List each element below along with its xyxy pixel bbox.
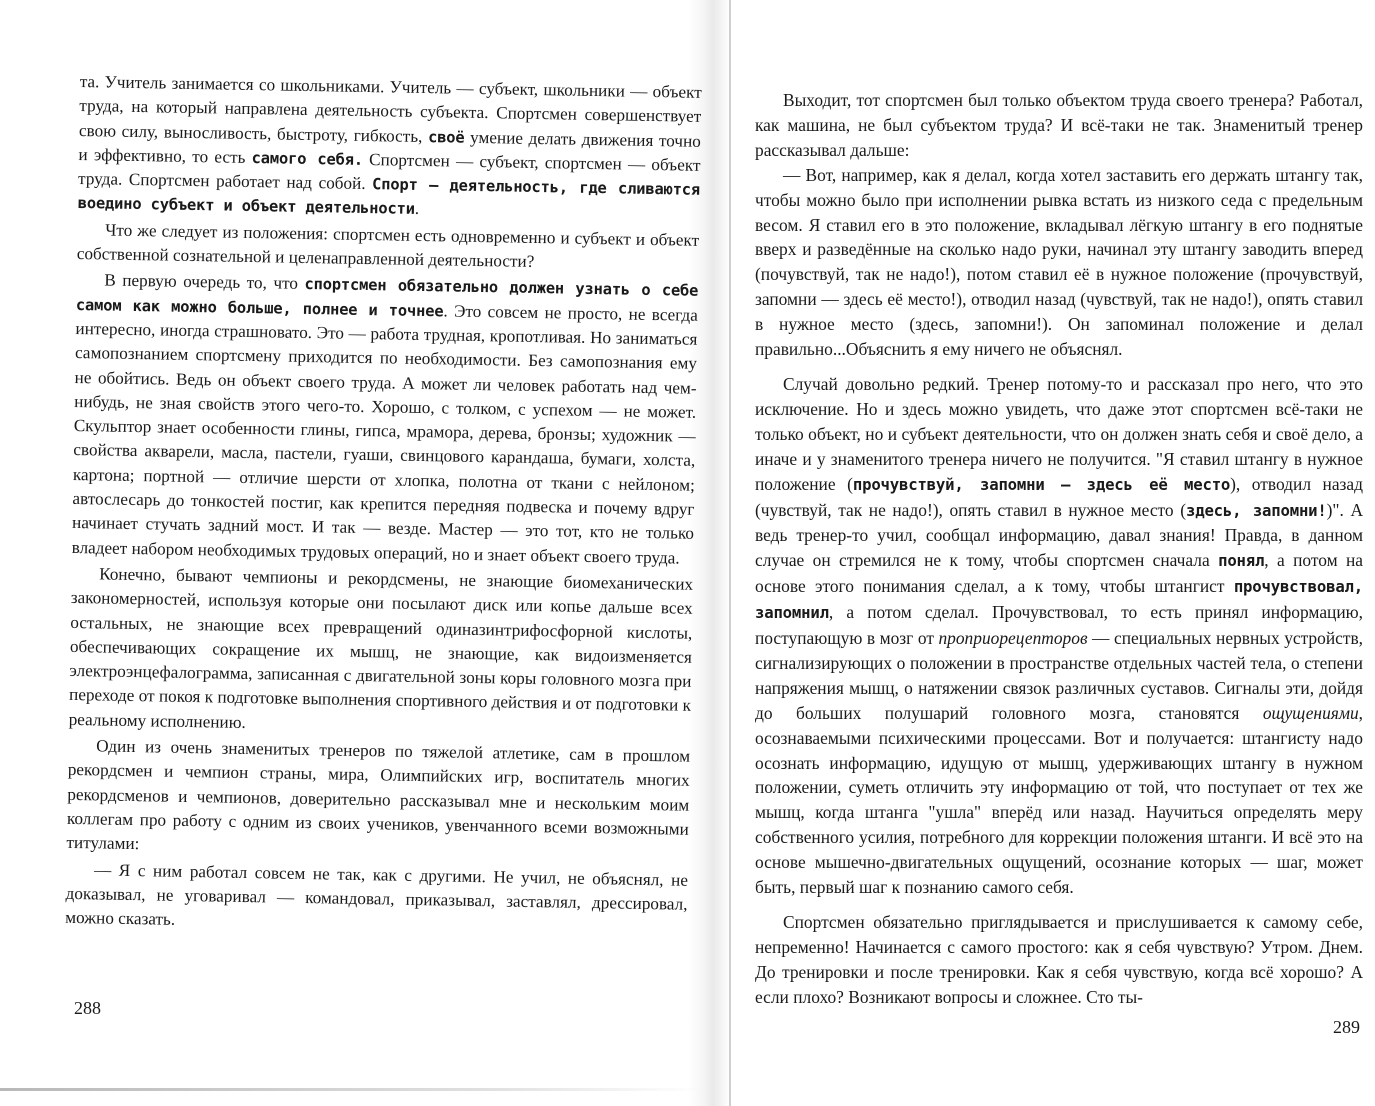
right-paragraph-3: Случай довольно редкий. Тренер потому-то и рассказал про него, что это исключение. Но и здесь можно увидеть, что даже этот спортсмен всё-таки не только объект, но и субъект деятельности, что он должен знать себя и своё дело, а иначе и у знаменитого тренера ничего не получится. "Я ставил штангу в нужное положение (прочувствуй, запомни — здесь её место), отводил назад (чувствуй, так не надо!), опять ставил в нужное место (здесь, запомни!)". А ведь тренер-то учил, сообщал информацию, давал знания! Правда, в данном случае он стремился не к тому, чтобы спортсмен сначала понял, а потом на основе этого понимания сделал, а к тому, чтобы штангист прочувствовал, запомнил, а потом сделал. Прочувствовал, то есть принял информацию, поступающую в мозг от проприорецепторов — специальных нервных устройств, сигнализирующих о положении в пространстве отдельных частей тела, о степени напряжения мышц, о натяжении связок различных суставов. Сигналы эти, дойдя до больших полушарий головного мозга, становятся ощущениями, осознаваемыми психическими процессами. Вот и получается: штангисту надо осознать информацию, идущую от мышц, удерживающих штангу в нужном положении, суметь отличить эту информацию от той, что поступает от тех же мышц, когда штанга "ушла" вперёд или назад. Научиться определять меру собственного усилия, потребного для коррекции положения штанги. И всё это на основе мышечно-двигательных ощущений, осознание которых — шаг, может быть, первый шаг к познанию самого себя. xyxy=(755,373,1364,898)
right-page-text xyxy=(755,88,1363,1010)
left-paragraph-3: В первую очередь то, что спортсмен обязательно должен узнать о себе самом как можно больше, полнее и точнее. Это совсем не просто, не всегда интересно, иногда страшновато. Это — работа трудная, кропотливая. Но заниматься самопознанием спортсмену приходится по необходимости. Без самопознания ему не обойтись. Ведь он объект своего труда. А может ли человек работать над чем-нибудь, не зная свойств этого чего-то. Хорошо, с толком, с успехом — не может. Скульптор знает особенности глины, гипса, мрамора, дерева, бронзы; художник — свойства акварели, масла, пастели, гуаши, свинцового карандаша, бумаги, холста, картона; портной — отличие шерсти от хлопка, полотна от ткани с нейлоном; автослесарь до тонкостей постиг, как крепится передняя подвеска и почему вдруг начинает стучать задний мост. И так — везде. Мастер — это тот, кто не только владеет набором необходимых трудовых операций, но и знает объект своего труда. xyxy=(71,270,699,568)
book-gutter-fold xyxy=(729,0,731,1106)
left-page-number: 288 xyxy=(74,998,101,1018)
right-page-number: 289 xyxy=(1333,1017,1360,1037)
left-paragraph-4: Конечно, бывают чемпионы и рекордсмены, не знающие биомеханических закономерностей, используя которые они посылают диск или копье дальше всех остальных, не знающие всех превращений одиназинтрифосфорной кислоты, обеспечивающих сокращение их мышц, не знающие, как видоизменяется электроэнцефалограмма, записанная с двигательной зоны коры головного мозга при переходе от покоя к подготовке выполнения спортивного действия и от подготовки к реальному исполнению. xyxy=(68,564,694,732)
left-paragraph-5: Один из очень знаменитых тренеров по тяжелой атлетике, сам в прошлом рекордсмен и чемпион страны, мира, Олимпийских игр, воспитатель многих рекордсменов и чемпионов, доверительно рассказывал мне и нескольким моим коллегам про работу с одним из своих учеников, увенчанного всеми возможными титулами: xyxy=(66,736,691,854)
left-paragraph-2: Что же следует из положения: спортсмен есть одновременно и субъект и объект собственной сознательной и целенаправленной деятельности? xyxy=(76,220,700,272)
right-paragraph-4: Спортсмен обязательно приглядывается и прислушивается к самому себе, непременно! Начинается с самого простого: как я себя чувствую? Утром. Днем. До тренировки и после тренировки. Как я себя чувствую, когда всё хорошо? А если плохо? Возникают вопросы и сложнее. Сто ты- xyxy=(755,912,1363,1007)
left-paragraph-1: та. Учитель занимается со школьниками. Учитель — субъект, школьники — объект труда, на который направлена деятельность субъекта. Спортсмен совершенствует свою силу, выносливость, быстроту, гибкость, своё умение делать движения точно и эффективно, то есть самого себя. Спортсмен — субъект, спортсмен — объект труда. Спортсмен работает над собой. Спорт — деятельность, где сливаются воедино субъект и объект деятельности. xyxy=(77,71,702,219)
left-paragraph-6: — Я с ним работал совсем не так, как с другими. Не учил, не объяснял, не доказывал, не уговаривал — командовал, приказывал, заставлял, дрессировал, можно сказать. xyxy=(65,859,689,929)
left-page-text xyxy=(65,70,702,941)
right-paragraph-1: Выходит, тот спортсмен был только объектом труда своего тренера? Работал, как машина, не был субъектом труда? И всё-таки не так. Знаменитый тренер рассказывал дальше: xyxy=(755,90,1363,160)
right-paragraph-2: — Вот, например, как я делал, когда хотел заставить его держать штангу так, чтобы можно было при исполнении рывка встать из низкого седа с предельным весом. Я ставил его в это положение, вкладывал лёгкую штангу в его поднятые вверх и разведённые на сколько надо руки, начинал эту штангу заводить вперед (почувствуй, так не надо!), потом ставил её в нужное положение (прочувствуй, запомни — здесь её место!), отводил назад (чувствуй, так не надо!), опять ставил в нужное место (здесь, запомни!). Он запоминал положение и делал правильно...Объяснить я ему ничего не объяснял. xyxy=(755,164,1363,360)
